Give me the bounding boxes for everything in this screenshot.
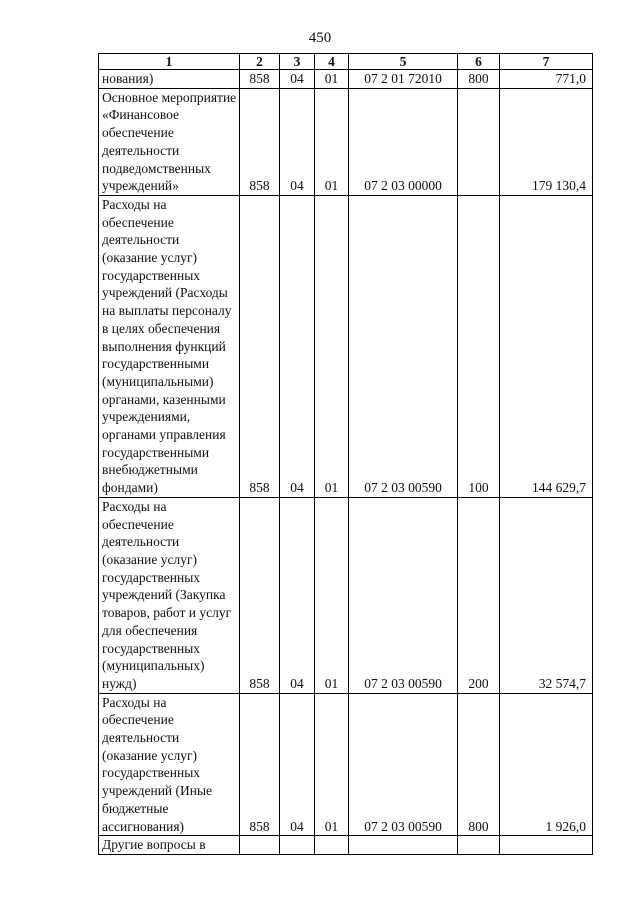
header-row [99,54,593,70]
row-subsection-code: 01 [315,88,349,195]
table-row [99,70,593,89]
row-amount [500,836,593,855]
header-cell: 4 [315,54,349,70]
row-name: Расходы на обеспечение деятельности (оказание услуг) государственных учреждений (Закупка товаров, работ и услуг для обеспечения государственных (муниципальных) нужд) [99,497,240,693]
row-section-code: 04 [280,70,315,89]
row-amount: 32 574,7 [500,497,593,693]
row-section-code: 04 [280,693,315,836]
row-subsection-code: 01 [315,195,349,497]
row-expense-type: 800 [458,693,500,836]
row-expense-type [458,88,500,195]
row-name: Расходы на обеспечение деятельности (оказание услуг) государственных учреждений (Расходы на выплаты персоналу в целях обеспечения выполнения функций государственными (муниципальными) органами, казенными учреждениями, органами управления государственными внебюджетными фондами) [99,195,240,497]
row-section-code: 04 [280,88,315,195]
header-cell: 5 [349,54,458,70]
row-amount: 179 130,4 [500,88,593,195]
row-ministry-code: 858 [240,497,280,693]
row-target-article: 07 2 03 00590 [349,693,458,836]
row-amount: 771,0 [500,70,593,89]
row-ministry-code: 858 [240,693,280,836]
row-expense-type: 800 [458,70,500,89]
table-row [99,195,593,497]
row-amount: 1 926,0 [500,693,593,836]
budget-table [98,53,593,855]
header-cell: 2 [240,54,280,70]
table-row [99,497,593,693]
header-cell: 3 [280,54,315,70]
row-name: Другие вопросы в [99,836,240,855]
row-expense-type: 200 [458,497,500,693]
row-ministry-code: 858 [240,88,280,195]
row-section-code: 04 [280,195,315,497]
header-cell: 6 [458,54,500,70]
row-target-article: 07 2 03 00590 [349,497,458,693]
row-target-article: 07 2 03 00590 [349,195,458,497]
row-subsection-code: 01 [315,70,349,89]
row-name: Расходы на обеспечение деятельности (оказание услуг) государственных учреждений (Иные бюджетные ассигнования) [99,693,240,836]
header-cell: 1 [99,54,240,70]
row-subsection-code [315,836,349,855]
row-subsection-code: 01 [315,497,349,693]
row-target-article: 07 2 03 00000 [349,88,458,195]
row-name: нования) [99,70,240,89]
row-name-text: Основное мероприятие «Финансовое обеспечение деятельности подведомственных учреждений» [102,89,237,194]
row-ministry-code [240,836,280,855]
header-cell: 7 [500,54,593,70]
table-row [99,693,593,836]
row-amount: 144 629,7 [500,195,593,497]
row-target-article [349,836,458,855]
table-row [99,836,593,855]
row-section-code [280,836,315,855]
row-subsection-code: 01 [315,693,349,836]
table-row [99,88,593,195]
page-number: 450 [308,30,332,46]
row-expense-type [458,836,500,855]
row-ministry-code: 858 [240,70,280,89]
row-name [99,88,240,195]
row-section-code: 04 [280,497,315,693]
row-expense-type: 100 [458,195,500,497]
row-target-article: 07 2 01 72010 [349,70,458,89]
row-ministry-code: 858 [240,195,280,497]
